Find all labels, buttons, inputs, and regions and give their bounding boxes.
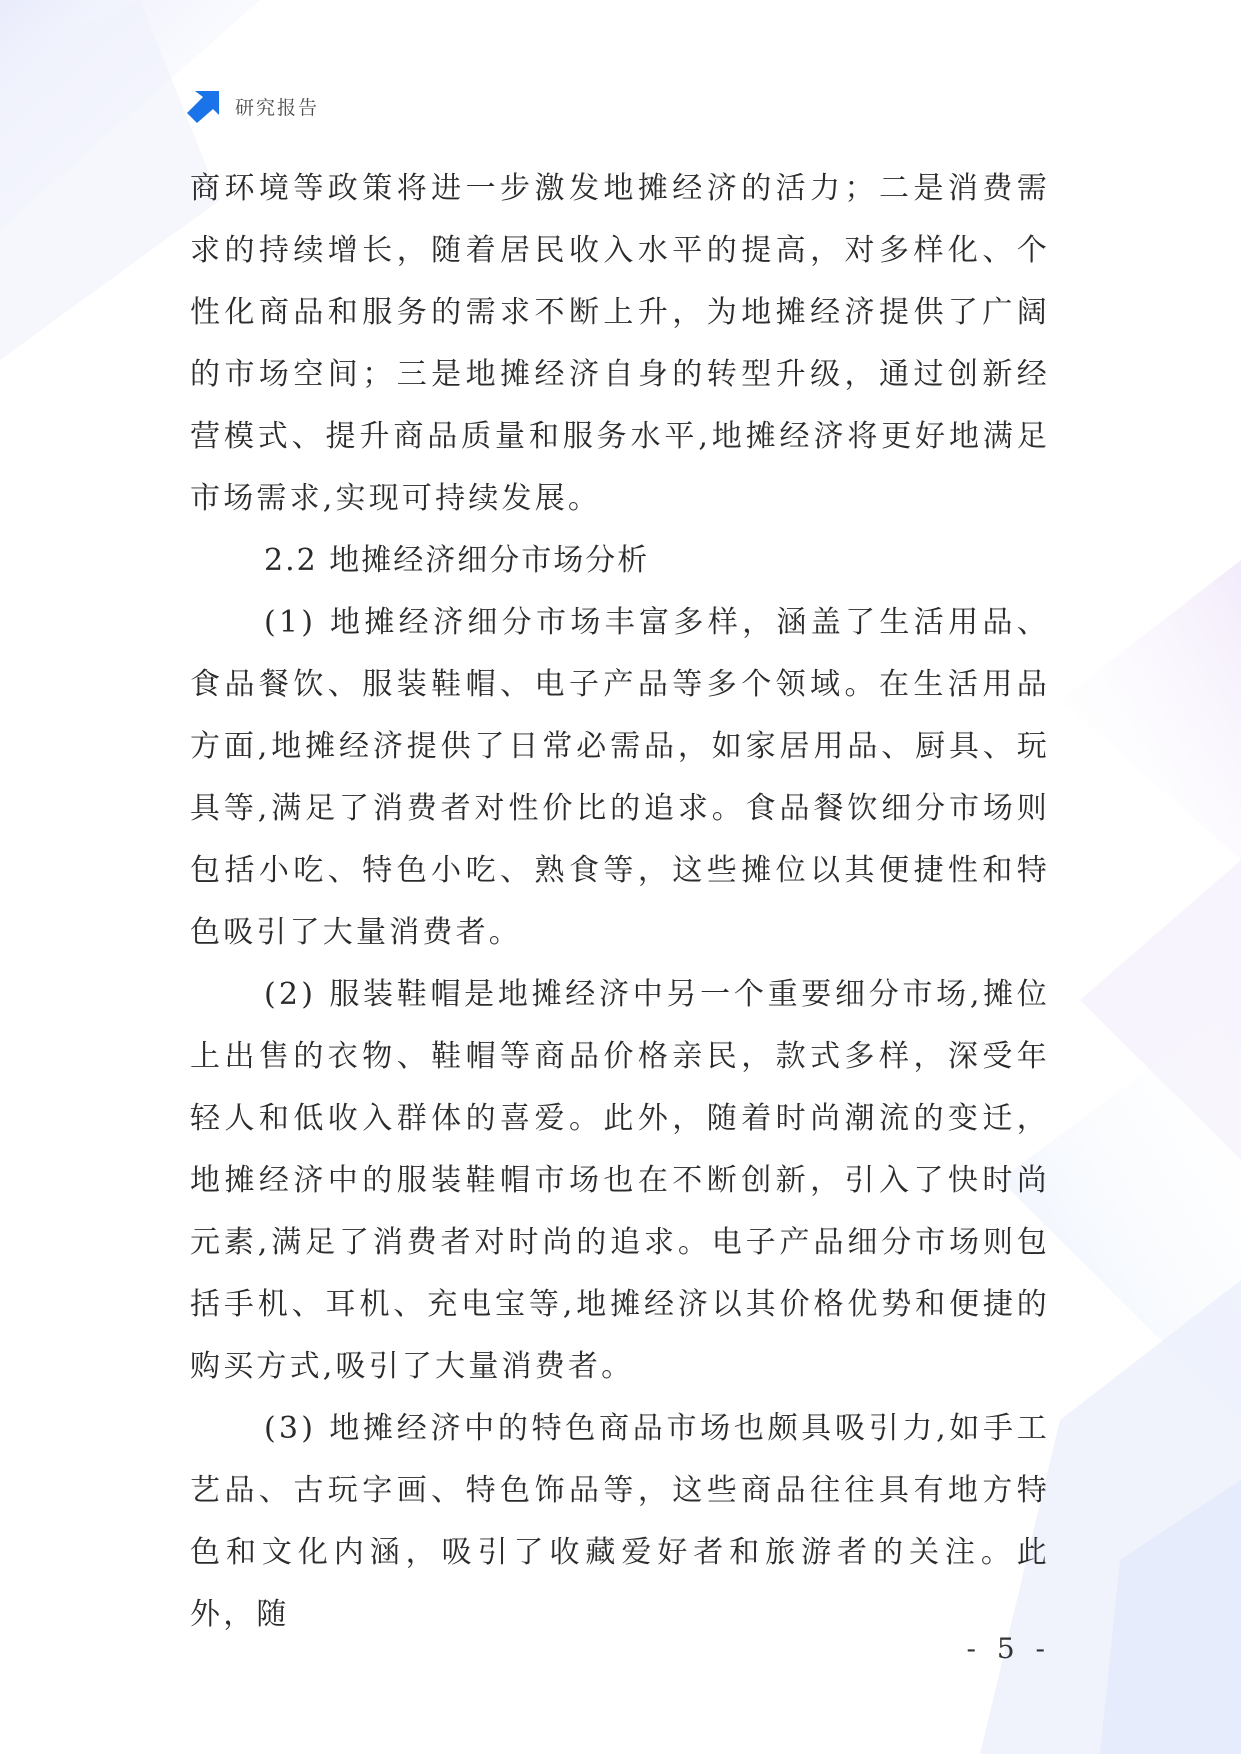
report-header [187,88,319,124]
paragraph-2: (2) 服装鞋帽是地摊经济中另一个重要细分市场,摊位上出售的衣物、鞋帽等商品价格亲民，款式多样，深受年轻人和低收入群体的喜爱。此外，随着时尚潮流的变迁，地摊经济中的服装鞋帽市场也在不断创新，引入了快时尚元素,满足了消费者对时尚的追求。电子产品细分市场则包括手机、耳机、充电宝等,地摊经济以其价格优势和便捷的购买方式,吸引了大量消费者。 [190,977,1050,1384]
page-number: - 5 - [966,1632,1051,1665]
arrow-up-right-icon [187,89,221,123]
section-heading: 2.2 地摊经济细分市场分析 [264,543,650,578]
paragraph-3: (3) 地摊经济中的特色商品市场也颇具吸引力,如手工艺品、古玩字画、特色饰品等，这些商品往往具有地方特色和文化内涵，吸引了收藏爱好者和旅游者的关注。此外，随 [190,1411,1050,1632]
paragraph-1: (1) 地摊经济细分市场丰富多样，涵盖了生活用品、食品餐饮、服装鞋帽、电子产品等多个领域。在生活用品方面,地摊经济提供了日常必需品，如家居用品、厨具、玩具等,满足了消费者对性价比的追求。食品餐饮细分市场则包括小吃、特色小吃、熟食等，这些摊位以其便捷性和特色吸引了大量消费者。 [190,605,1050,950]
paragraph-continued: 商环境等政策将进一步激发地摊经济的活力；二是消费需求的持续增长，随着居民收入水平的提高，对多样化、个性化商品和服务的需求不断上升，为地摊经济提供了广阔的市场空间；三是地摊经济自身的转型升级，通过创新经营模式、提升商品质量和服务水平,地摊经济将更好地满足市场需求,实现可持续发展。 [190,171,1050,516]
header-title: 研究报告 [235,96,320,119]
document-body [190,158,1050,1646]
